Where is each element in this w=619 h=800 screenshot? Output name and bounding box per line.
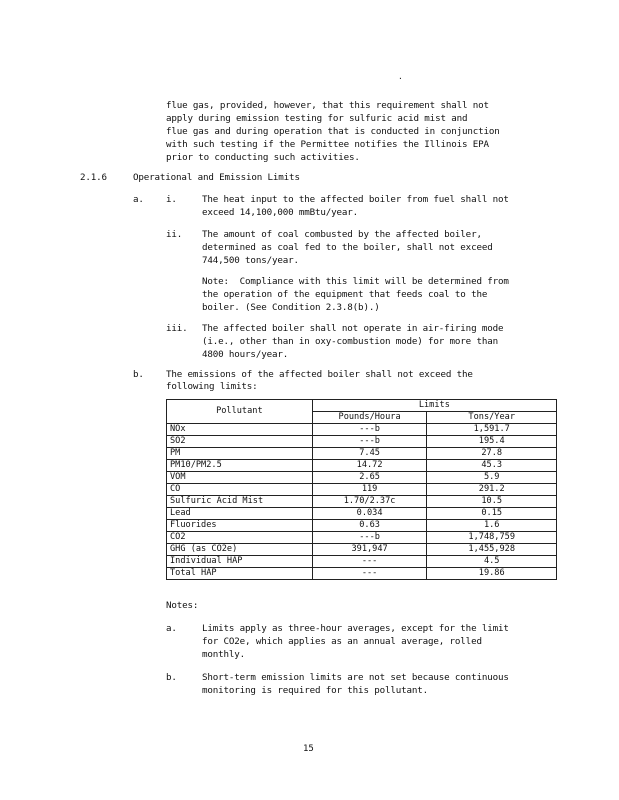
pollutant-cell: CO2 [167, 532, 313, 544]
tons-per-year-cell: 10.5 [427, 496, 557, 508]
pollutant-cell: PM10/PM2.5 [167, 460, 313, 472]
note-line-2: the operation of the equipment that feeds coal to the [202, 289, 488, 300]
notes-heading: Notes: [166, 600, 199, 611]
note-a-label: a. [166, 623, 177, 634]
item-b-line-2: following limits: [166, 381, 258, 392]
pounds-per-hour-cell: 7.45 [312, 448, 427, 460]
sub-ii-line-1: The amount of coal combusted by the affected boiler, [202, 229, 482, 240]
sub-ii-num: ii. [166, 229, 183, 240]
pollutant-cell: Fluorides [167, 520, 313, 532]
sub-i-line-1: The heat input to the affected boiler from fuel shall not [202, 194, 509, 205]
emission-limits-table [166, 399, 557, 580]
stray-mark: . [398, 72, 403, 81]
pollutant-cell: SO2 [167, 436, 313, 448]
intro-line-2: apply during emission testing for sulfuric acid mist and [166, 113, 468, 124]
table-row [167, 508, 557, 520]
pounds-per-hour-cell: --- [312, 556, 427, 568]
note-line-1: Note: Compliance with this limit will be determined from [202, 276, 509, 287]
sub-iii-num: iii. [166, 323, 188, 334]
note-line-3: boiler. (See Condition 2.3.8(b).) [202, 302, 380, 313]
intro-line-5: prior to conducting such activities. [166, 152, 360, 163]
pollutant-cell: Sulfuric Acid Mist [167, 496, 313, 508]
tons-per-year-cell: 45.3 [427, 460, 557, 472]
pounds-per-hour-cell: 391,947 [312, 544, 427, 556]
tons-per-year-cell: 0.15 [427, 508, 557, 520]
intro-line-3: flue gas and during operation that is conducted in conjunction [166, 126, 500, 137]
pounds-per-hour-cell: 0.63 [312, 520, 427, 532]
tons-per-year-cell: 195.4 [427, 436, 557, 448]
table-row [167, 532, 557, 544]
sub-ii-line-3: 744,500 tons/year. [202, 255, 299, 266]
tons-per-year-cell: 1.6 [427, 520, 557, 532]
table-row [167, 544, 557, 556]
header-tons-per-year: Tons/Year [427, 412, 557, 424]
header-pounds-per-hour: Pounds/Houra [312, 412, 427, 424]
table-row [167, 460, 557, 472]
pollutant-cell: PM [167, 448, 313, 460]
tons-per-year-cell: 1,455,928 [427, 544, 557, 556]
table-header-row [167, 400, 557, 412]
table-row [167, 448, 557, 460]
pounds-per-hour-cell: --- [312, 568, 427, 580]
tons-per-year-cell: 1,591.7 [427, 424, 557, 436]
header-pollutant: Pollutant [167, 400, 313, 424]
tons-per-year-cell: 291.2 [427, 484, 557, 496]
table-row [167, 424, 557, 436]
sub-ii-line-2: determined as coal fed to the boiler, shall not exceed [202, 242, 493, 253]
pounds-per-hour-cell: 14.72 [312, 460, 427, 472]
pounds-per-hour-cell: 2.65 [312, 472, 427, 484]
pollutant-cell: VOM [167, 472, 313, 484]
note-a-line-1: Limits apply as three-hour averages, except for the limit [202, 623, 509, 634]
pollutant-cell: NOx [167, 424, 313, 436]
table-row [167, 556, 557, 568]
sub-iii-line-1: The affected boiler shall not operate in air-firing mode [202, 323, 504, 334]
item-b-line-1: The emissions of the affected boiler shall not exceed the [166, 369, 473, 380]
pollutant-cell: Individual HAP [167, 556, 313, 568]
item-b-label: b. [133, 369, 144, 380]
note-b-line-2: monitoring is required for this pollutant. [202, 685, 429, 696]
note-b-line-1: Short-term emission limits are not set because continuous [202, 672, 509, 683]
pounds-per-hour-cell: 0.034 [312, 508, 427, 520]
item-a-label: a. [133, 194, 144, 205]
table-row [167, 496, 557, 508]
intro-line-1: flue gas, provided, however, that this requirement shall not [166, 100, 489, 111]
pounds-per-hour-cell: 1.70/2.37c [312, 496, 427, 508]
note-a-line-2: for CO2e, which applies as an annual average, rolled [202, 636, 482, 647]
intro-line-4: with such testing if the Permittee notifies the Illinois EPA [166, 139, 489, 150]
sub-iii-line-2: (i.e., other than in oxy-combustion mode) for more than [202, 336, 498, 347]
table-row [167, 484, 557, 496]
pollutant-cell: GHG (as CO2e) [167, 544, 313, 556]
pounds-per-hour-cell: 119 [312, 484, 427, 496]
sub-i-num: i. [166, 194, 177, 205]
tons-per-year-cell: 27.8 [427, 448, 557, 460]
tons-per-year-cell: 19.86 [427, 568, 557, 580]
pollutant-cell: Lead [167, 508, 313, 520]
table-row [167, 520, 557, 532]
header-limits: Limits [312, 400, 556, 412]
pounds-per-hour-cell: ---b [312, 424, 427, 436]
tons-per-year-cell: 4.5 [427, 556, 557, 568]
note-a-line-3: monthly. [202, 649, 246, 660]
table-row [167, 472, 557, 484]
tons-per-year-cell: 1,748,759 [427, 532, 557, 544]
sub-i-line-2: exceed 14,100,000 mmBtu/year. [202, 207, 359, 218]
page-number: 15 [303, 744, 314, 754]
table-row [167, 568, 557, 580]
section-title: Operational and Emission Limits [133, 172, 300, 183]
table-row [167, 436, 557, 448]
note-b-label: b. [166, 672, 177, 683]
table-body [167, 424, 557, 580]
pounds-per-hour-cell: ---b [312, 532, 427, 544]
sub-iii-line-3: 4800 hours/year. [202, 349, 289, 360]
tons-per-year-cell: 5.9 [427, 472, 557, 484]
pollutant-cell: CO [167, 484, 313, 496]
pollutant-cell: Total HAP [167, 568, 313, 580]
pounds-per-hour-cell: ---b [312, 436, 427, 448]
section-number: 2.1.6 [80, 172, 107, 183]
